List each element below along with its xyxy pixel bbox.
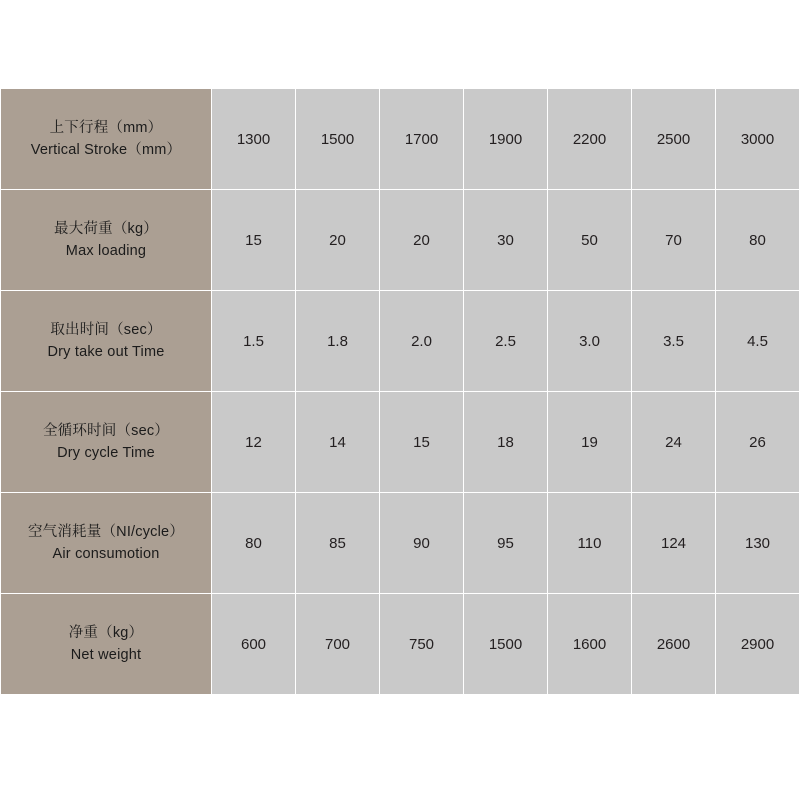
spec-sheet (0, 88, 800, 695)
row-label-en: Vertical Stroke（mm） (30, 142, 182, 158)
cell-value: 124 (632, 493, 716, 594)
row-label-cn: 取出时间（sec） (50, 321, 162, 338)
row-label-air-consumption (1, 493, 212, 594)
row-label-en: Net weight (70, 647, 142, 663)
row-label-dry-cycle-time (1, 392, 212, 493)
cell-value: 1300 (212, 89, 296, 190)
cell-value: 1500 (464, 594, 548, 695)
table-body (1, 89, 800, 695)
cell-value: 1.8 (296, 291, 380, 392)
cell-value: 130 (716, 493, 800, 594)
row-label-vertical-stroke (1, 89, 212, 190)
cell-value: 80 (212, 493, 296, 594)
row-label-en: Dry cycle Time (57, 445, 155, 461)
cell-value: 700 (296, 594, 380, 695)
cell-value: 1600 (548, 594, 632, 695)
table-row (1, 594, 800, 695)
cell-value: 110 (548, 493, 632, 594)
row-label-cn: 净重（kg） (68, 624, 144, 641)
cell-value: 2500 (632, 89, 716, 190)
cell-value: 19 (548, 392, 632, 493)
row-label-dry-take-out-time (1, 291, 212, 392)
cell-value: 2600 (632, 594, 716, 695)
row-label-cn: 全循环时间（sec） (42, 422, 170, 439)
cell-value: 3.0 (548, 291, 632, 392)
cell-value: 4.5 (716, 291, 800, 392)
cell-value: 18 (464, 392, 548, 493)
cell-value: 95 (464, 493, 548, 594)
table-row (1, 493, 800, 594)
cell-value: 1.5 (212, 291, 296, 392)
row-label-cn: 最大荷重（kg） (54, 220, 158, 237)
table-row (1, 89, 800, 190)
cell-value: 20 (380, 190, 464, 291)
cell-value: 600 (212, 594, 296, 695)
cell-value: 15 (212, 190, 296, 291)
cell-value: 1700 (380, 89, 464, 190)
row-label-cn: 上下行程（mm） (49, 119, 163, 136)
cell-value: 750 (380, 594, 464, 695)
cell-value: 14 (296, 392, 380, 493)
table-row (1, 190, 800, 291)
cell-value: 3.5 (632, 291, 716, 392)
cell-value: 30 (464, 190, 548, 291)
row-label-max-loading (1, 190, 212, 291)
row-label-en: Dry take out Time (47, 344, 165, 360)
cell-value: 90 (380, 493, 464, 594)
row-label-net-weight (1, 594, 212, 695)
row-label-en: Max loading (65, 243, 147, 259)
cell-value: 50 (548, 190, 632, 291)
cell-value: 12 (212, 392, 296, 493)
cell-value: 15 (380, 392, 464, 493)
row-label-en: Air consumotion (52, 546, 160, 562)
row-label-cn: 空气消耗量（NI/cycle） (27, 523, 185, 540)
table-row (1, 291, 800, 392)
cell-value: 2900 (716, 594, 800, 695)
cell-value: 26 (716, 392, 800, 493)
cell-value: 1900 (464, 89, 548, 190)
cell-value: 2.5 (464, 291, 548, 392)
cell-value: 2.0 (380, 291, 464, 392)
cell-value: 85 (296, 493, 380, 594)
cell-value: 70 (632, 190, 716, 291)
specification-table (0, 88, 800, 695)
cell-value: 24 (632, 392, 716, 493)
cell-value: 20 (296, 190, 380, 291)
cell-value: 2200 (548, 89, 632, 190)
cell-value: 1500 (296, 89, 380, 190)
cell-value: 3000 (716, 89, 800, 190)
table-row (1, 392, 800, 493)
cell-value: 80 (716, 190, 800, 291)
